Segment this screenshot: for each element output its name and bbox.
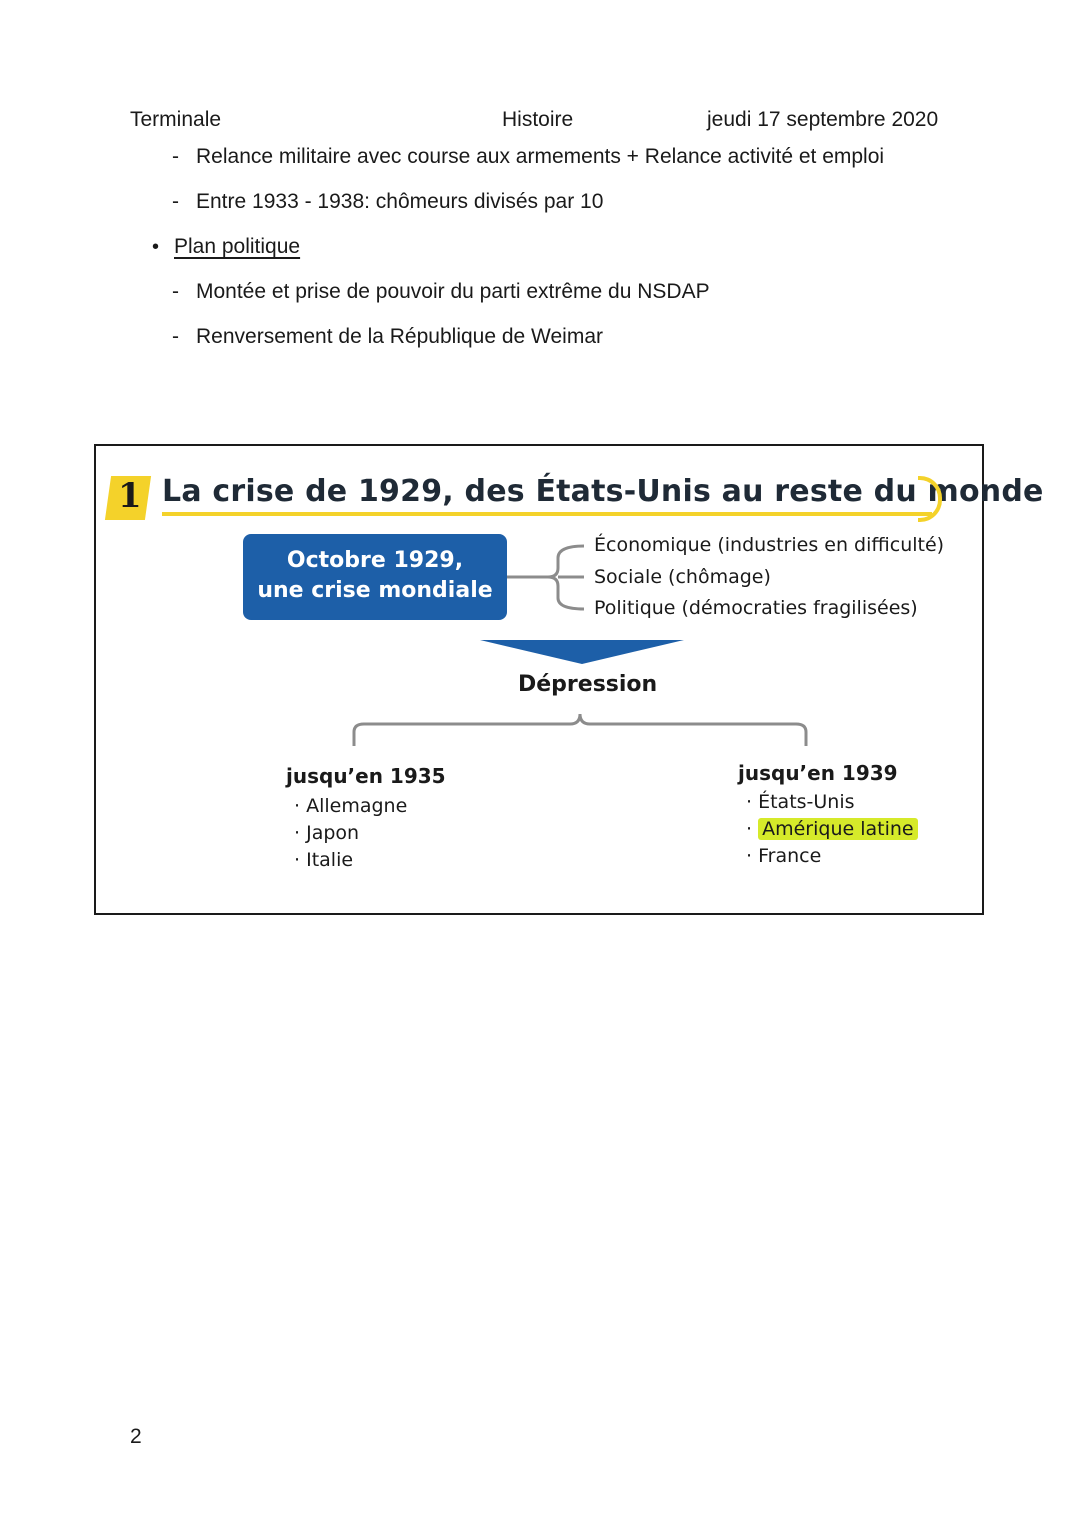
- page-number: 2: [130, 1425, 142, 1448]
- depression-arrow: [480, 640, 684, 664]
- right-item-usa: · États-Unis: [746, 791, 855, 813]
- bullet-icon: •: [152, 236, 160, 258]
- split-brace: [354, 714, 806, 746]
- cause-social: Sociale (chômage): [594, 566, 771, 588]
- note-economic-1: Relance militaire avec course aux armements + Relance activité et emploi: [196, 145, 885, 168]
- left-item-italy: · Italie: [294, 849, 354, 871]
- right-column-heading: jusqu’en 1939: [738, 761, 898, 785]
- note-political-2: Renversement de la République de Weimar: [196, 325, 603, 348]
- header-subject: Histoire: [502, 108, 574, 131]
- crisis-box-line1: Octobre 1929,: [286, 548, 464, 573]
- crisis-box-line2: une crise mondiale: [257, 578, 493, 603]
- note-political-1: Montée et prise de pouvoir du parti extrême du NSDAP: [196, 280, 710, 303]
- dash-marker: -: [172, 325, 179, 348]
- political-heading: Plan politique: [174, 235, 301, 258]
- cause-economic: Économique (industries en difficulté): [594, 534, 945, 556]
- cause-political: Politique (démocraties fragilisées): [594, 597, 918, 619]
- left-item-germany: · Allemagne: [294, 795, 408, 817]
- depression-label: Dépression: [518, 672, 658, 697]
- note-economic-2: Entre 1933 - 1938: chômeurs divisés par 10: [196, 190, 604, 213]
- dash-marker: -: [172, 190, 179, 213]
- right-item-france: · France: [746, 845, 822, 867]
- dash-marker: -: [172, 145, 179, 168]
- left-item-japan: · Japon: [294, 822, 360, 844]
- dash-marker: -: [172, 280, 179, 303]
- figure-number: 1: [118, 476, 142, 516]
- right-item-latin-america: · Amérique latine: [746, 818, 918, 840]
- figure-title: La crise de 1929, des États-Unis au reste du monde: [162, 474, 1044, 509]
- header-date: jeudi 17 septembre 2020: [707, 108, 939, 131]
- crisis-diagram: [94, 444, 1044, 915]
- highlight-mark: Amérique latine: [758, 818, 918, 840]
- header-level: Terminale: [130, 108, 222, 131]
- left-column-heading: jusqu’en 1935: [286, 764, 446, 788]
